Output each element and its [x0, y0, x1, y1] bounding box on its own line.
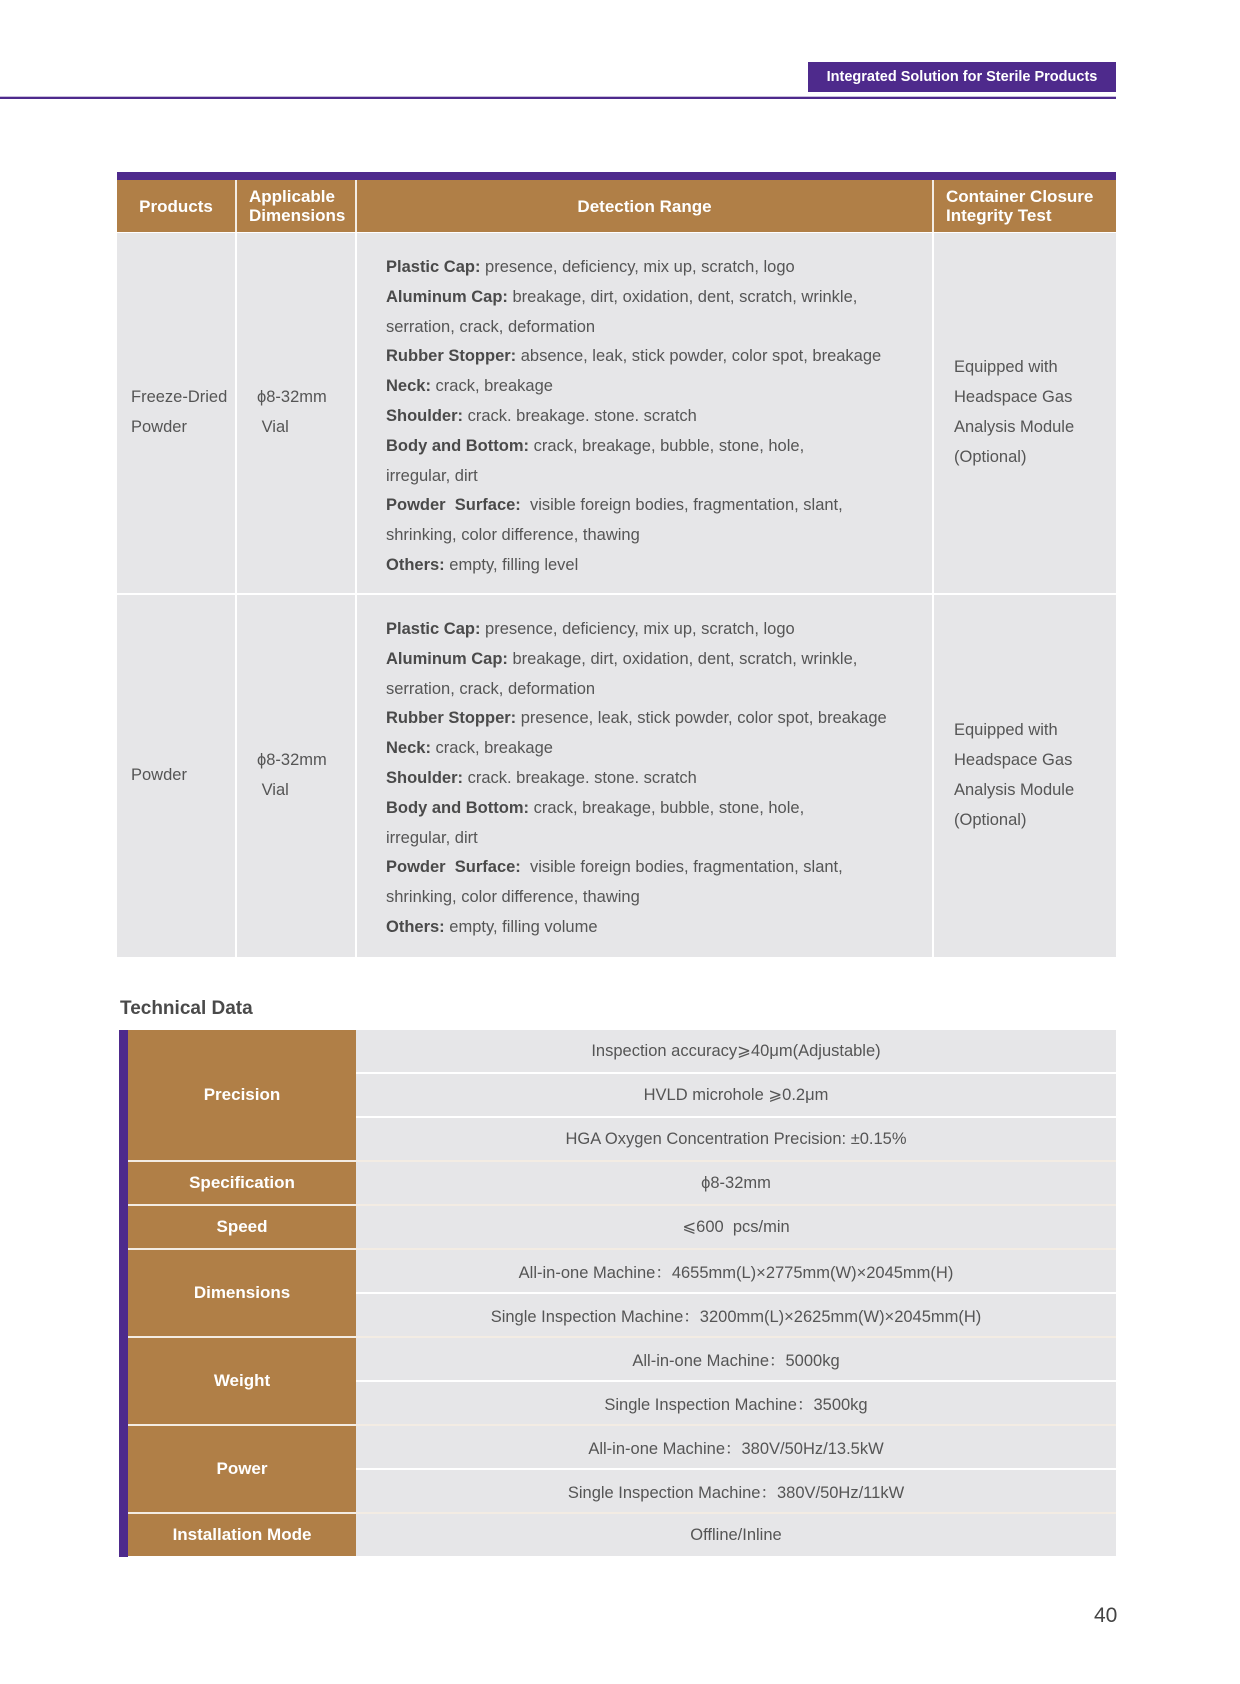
- table-row: [117, 595, 1116, 957]
- tech-row-power: [128, 1426, 1116, 1514]
- range-item-text: shrinking, color difference, thawing: [386, 888, 640, 907]
- tech-values: [356, 1206, 1116, 1248]
- range-item: [386, 675, 932, 705]
- range-item-text: crack. breakage. stone. scratch: [463, 768, 697, 787]
- technical-data-table: [128, 1030, 1116, 1556]
- detection-range-cell: [357, 233, 934, 593]
- tech-row-installation-mode: [128, 1514, 1116, 1556]
- range-item: [386, 551, 932, 581]
- range-item-text: presence, deficiency, mix up, scratch, logo: [480, 258, 795, 276]
- range-item-text: absence, leak, stick powder, color spot, breakage: [516, 347, 882, 366]
- cell-line: Analysis Module: [954, 781, 1075, 799]
- tech-value: All-in-one Machine：4655mm(L)×2775mm(W)×2045mm(H): [356, 1250, 1116, 1294]
- tech-value: Single Inspection Machine：3200mm(L)×2625mm(W)×2045mm(H): [356, 1294, 1116, 1336]
- cell-line: ϕ8-32mm: [257, 751, 327, 770]
- header-badge: Integrated Solution for Sterile Products: [808, 62, 1116, 92]
- tech-label: Specification: [128, 1162, 356, 1204]
- range-item: [386, 491, 932, 521]
- range-item: [386, 283, 932, 313]
- ccit-cell: [934, 233, 1116, 593]
- range-item-text: presence, deficiency, mix up, scratch, logo: [480, 620, 795, 638]
- detection-range-cell: [357, 595, 934, 957]
- tech-values: [356, 1514, 1116, 1556]
- header-dimensions-label: Applicable Dimensions: [249, 187, 346, 225]
- range-item: [386, 704, 932, 734]
- range-item-label: Neck:: [386, 739, 431, 758]
- dimensions-cell: [237, 595, 357, 957]
- range-item-label: Powder Surface:: [386, 858, 521, 877]
- range-item-label: Others:: [386, 555, 445, 574]
- range-item-text: empty, filling volume: [444, 917, 598, 936]
- tech-value: Single Inspection Machine：380V/50Hz/11kW: [356, 1470, 1116, 1512]
- cell-line: Powder: [131, 766, 187, 785]
- tech-value: Single Inspection Machine：3500kg: [356, 1382, 1116, 1424]
- range-item-label: Shoulder:: [386, 768, 463, 787]
- range-item: [386, 402, 932, 432]
- range-item: [386, 313, 932, 343]
- detection-table-header: [117, 180, 1116, 232]
- tech-value: HVLD microhole ⩾0.2μm: [356, 1074, 1116, 1118]
- range-item-label: Plastic Cap:: [386, 258, 481, 276]
- tech-row-dimensions: [128, 1250, 1116, 1338]
- range-item: [386, 853, 932, 883]
- cell-line: Powder: [131, 418, 187, 436]
- range-item-text: visible foreign bodies, fragmentation, slant,: [520, 496, 843, 515]
- range-item-text: breakage, dirt, oxidation, dent, scratch, wrinkle,: [507, 649, 858, 668]
- range-item: [386, 824, 932, 854]
- range-item: [386, 764, 932, 794]
- range-item-label: Powder Surface:: [386, 496, 521, 515]
- dimensions-cell: [237, 233, 357, 593]
- technical-data-accent-bar: [119, 1030, 128, 1557]
- tech-label: Power: [128, 1426, 356, 1512]
- tech-row-specification: [128, 1162, 1116, 1206]
- range-item-text: breakage, dirt, oxidation, dent, scratch, wrinkle,: [507, 287, 858, 306]
- cell-line: ϕ8-32mm: [257, 388, 327, 407]
- range-item-text: visible foreign bodies, fragmentation, slant,: [520, 858, 843, 877]
- tech-label: Weight: [128, 1338, 356, 1424]
- range-item: [386, 794, 932, 824]
- header-dimensions: [237, 180, 357, 232]
- product-cell: [117, 595, 237, 957]
- range-item-label: Shoulder:: [386, 406, 463, 425]
- range-item-text: crack, breakage, bubble, stone, hole,: [528, 436, 805, 455]
- range-item: [386, 883, 932, 913]
- ccit-cell: [934, 595, 1116, 957]
- tech-values: [356, 1426, 1116, 1512]
- range-item-label: Rubber Stopper:: [386, 709, 517, 728]
- header-range-label: Detection Range: [577, 196, 712, 216]
- range-item-label: Others:: [386, 917, 445, 936]
- range-item-text: presence, leak, stick powder, color spot, breakage: [516, 709, 887, 728]
- tech-row-weight: [128, 1338, 1116, 1426]
- tech-values: [356, 1338, 1116, 1424]
- range-item-text: crack, breakage: [430, 739, 553, 758]
- tech-value: ϕ8-32mm: [356, 1162, 1116, 1204]
- tech-values: [356, 1162, 1116, 1204]
- table-row: [117, 233, 1116, 593]
- tech-row-precision: [128, 1030, 1116, 1162]
- range-item-text: irregular, dirt: [386, 828, 478, 847]
- technical-data-title: Technical Data: [120, 998, 253, 1019]
- page-number: 40: [1094, 1604, 1118, 1627]
- cell-line: Analysis Module: [954, 418, 1075, 436]
- range-item: [386, 253, 932, 283]
- range-item: [386, 432, 932, 462]
- header-products: [117, 180, 237, 232]
- range-item-text: crack, breakage: [430, 377, 553, 396]
- range-item-label: Rubber Stopper:: [386, 347, 517, 366]
- cell-line: Headspace Gas: [954, 388, 1073, 407]
- range-item-text: irregular, dirt: [386, 466, 478, 485]
- range-item-label: Body and Bottom:: [386, 436, 529, 455]
- range-item: [386, 372, 932, 402]
- cell-line: Freeze-Dried: [131, 388, 228, 407]
- range-item-text: crack. breakage. stone. scratch: [463, 406, 697, 425]
- detection-table-top-bar: [117, 172, 1116, 180]
- tech-value: HGA Oxygen Concentration Precision: ±0.15%: [356, 1118, 1116, 1160]
- tech-value: ⩽600 pcs/min: [356, 1206, 1116, 1248]
- cell-line: (Optional): [954, 447, 1027, 466]
- cell-line: (Optional): [954, 810, 1027, 829]
- range-item: [386, 734, 932, 764]
- range-item-label: Plastic Cap:: [386, 620, 481, 638]
- cell-line: Vial: [257, 781, 289, 799]
- range-item: [386, 521, 932, 551]
- header-ccit-label: Container Closure Integrity Test: [946, 187, 1094, 225]
- product-cell: [117, 233, 237, 593]
- tech-label: Dimensions: [128, 1250, 356, 1336]
- tech-value: All-in-one Machine：380V/50Hz/13.5kW: [356, 1426, 1116, 1470]
- tech-label: Precision: [128, 1030, 356, 1160]
- range-item: [386, 615, 932, 645]
- tech-value: All-in-one Machine：5000kg: [356, 1338, 1116, 1382]
- range-item-text: serration, crack, deformation: [386, 317, 596, 336]
- range-item: [386, 462, 932, 492]
- header-ccit: [934, 180, 1116, 232]
- range-item: [386, 913, 932, 943]
- range-item-text: shrinking, color difference, thawing: [386, 526, 640, 545]
- range-item: [386, 645, 932, 675]
- header-divider: [0, 97, 1116, 99]
- cell-line: Headspace Gas: [954, 751, 1073, 770]
- cell-line: Equipped with: [954, 721, 1058, 740]
- tech-label: Installation Mode: [128, 1514, 356, 1556]
- range-item-label: Aluminum Cap:: [386, 649, 508, 668]
- cell-line: Vial: [257, 418, 289, 436]
- range-item-label: Body and Bottom:: [386, 798, 529, 817]
- tech-values: [356, 1250, 1116, 1336]
- range-item-label: Neck:: [386, 377, 431, 396]
- range-item-text: crack, breakage, bubble, stone, hole,: [528, 798, 805, 817]
- range-item-text: serration, crack, deformation: [386, 679, 596, 698]
- range-item-text: empty, filling level: [444, 555, 579, 574]
- header-detection-range: [357, 180, 934, 232]
- tech-row-speed: [128, 1206, 1116, 1250]
- range-item-label: Aluminum Cap:: [386, 287, 508, 306]
- tech-value: Offline/Inline: [356, 1514, 1116, 1556]
- range-item: [386, 342, 932, 372]
- cell-line: Equipped with: [954, 358, 1058, 377]
- tech-value: Inspection accuracy⩾40μm(Adjustable): [356, 1030, 1116, 1074]
- tech-values: [356, 1030, 1116, 1160]
- tech-label: Speed: [128, 1206, 356, 1248]
- header-products-label: Products: [139, 196, 213, 216]
